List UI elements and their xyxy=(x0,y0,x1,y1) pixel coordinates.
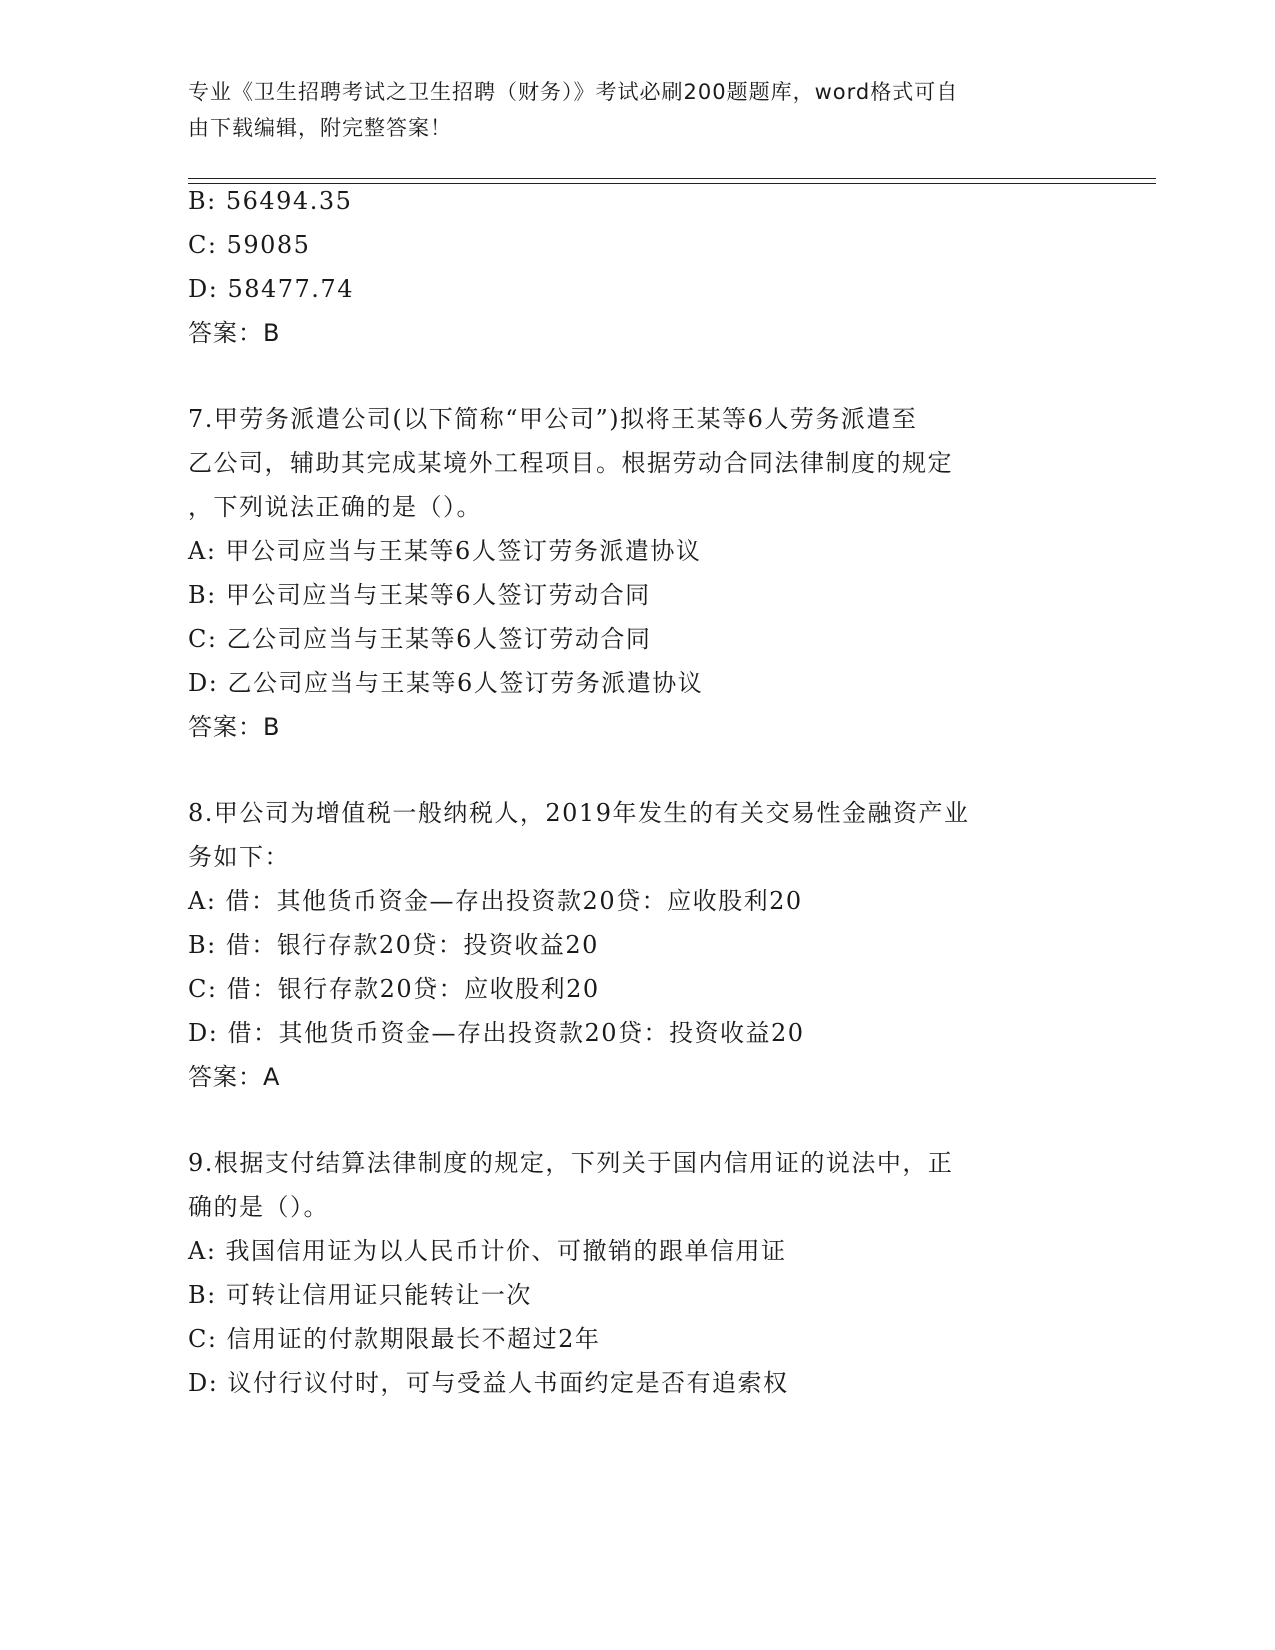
header-title-line-2: 由下载编辑，附完整答案！ xyxy=(188,116,452,140)
q7-option-c: C: 乙公司应当与王某等6人签订劳动合同 xyxy=(188,625,652,653)
q8-option-c: C: 借：银行存款20贷：应收股利20 xyxy=(188,975,600,1003)
q7-stem-line-1: 7.甲劳务派遣公司(以下简称“甲公司”)拟将王某等6人劳务派遣至 xyxy=(188,405,918,433)
q7-option-d: D: 乙公司应当与王某等6人签订劳务派遣协议 xyxy=(188,669,704,697)
q7-stem-line-2: 乙公司，辅助其完成某境外工程项目。根据劳动合同法律制度的规定 xyxy=(188,449,953,477)
q9-option-a: A: 我国信用证为以人民币计价、可撤销的跟单信用证 xyxy=(188,1237,787,1265)
q9-stem-line-2: 确的是（）。 xyxy=(188,1193,329,1221)
header-divider xyxy=(188,178,1156,184)
q8-stem-line-2: 务如下： xyxy=(188,843,290,871)
q8-option-a: A: 借：其他货币资金—存出投资款20贷：应收股利20 xyxy=(188,887,803,915)
q9-option-d: D: 议付行议付时，可与受益人书面约定是否有追索权 xyxy=(188,1369,789,1397)
q8-option-d: D: 借：其他货币资金—存出投资款20贷：投资收益20 xyxy=(188,1019,805,1047)
prev-question-option-c: C: 59085 xyxy=(188,231,311,259)
q8-option-b: B: 借：银行存款20贷：投资收益20 xyxy=(188,931,599,959)
q9-stem-line-1: 9.根据支付结算法律制度的规定，下列关于国内信用证的说法中，正 xyxy=(188,1149,954,1177)
header-title-line-1: 专业《卫生招聘考试之卫生招聘（财务）》考试必刷200题题库，word格式可自 xyxy=(188,80,959,104)
q8-stem-line-1: 8.甲公司为增值税一般纳税人，2019年发生的有关交易性金融资产业 xyxy=(188,799,970,827)
q7-option-b: B: 甲公司应当与王某等6人签订劳动合同 xyxy=(188,581,651,609)
q9-option-b: B: 可转让信用证只能转让一次 xyxy=(188,1281,532,1309)
q9-option-c: C: 信用证的付款期限最长不超过2年 xyxy=(188,1325,601,1353)
q7-option-a: A: 甲公司应当与王某等6人签订劳务派遣协议 xyxy=(188,537,702,565)
prev-question-answer: 答案：B xyxy=(188,319,281,347)
q7-stem-line-3: ，下列说法正确的是（）。 xyxy=(188,493,482,521)
page-header xyxy=(188,74,1068,146)
q8-answer: 答案：A xyxy=(188,1063,281,1091)
q7-answer: 答案：B xyxy=(188,713,281,741)
prev-question-option-b: B: 56494.35 xyxy=(188,187,353,215)
prev-question-option-d: D: 58477.74 xyxy=(188,275,354,303)
